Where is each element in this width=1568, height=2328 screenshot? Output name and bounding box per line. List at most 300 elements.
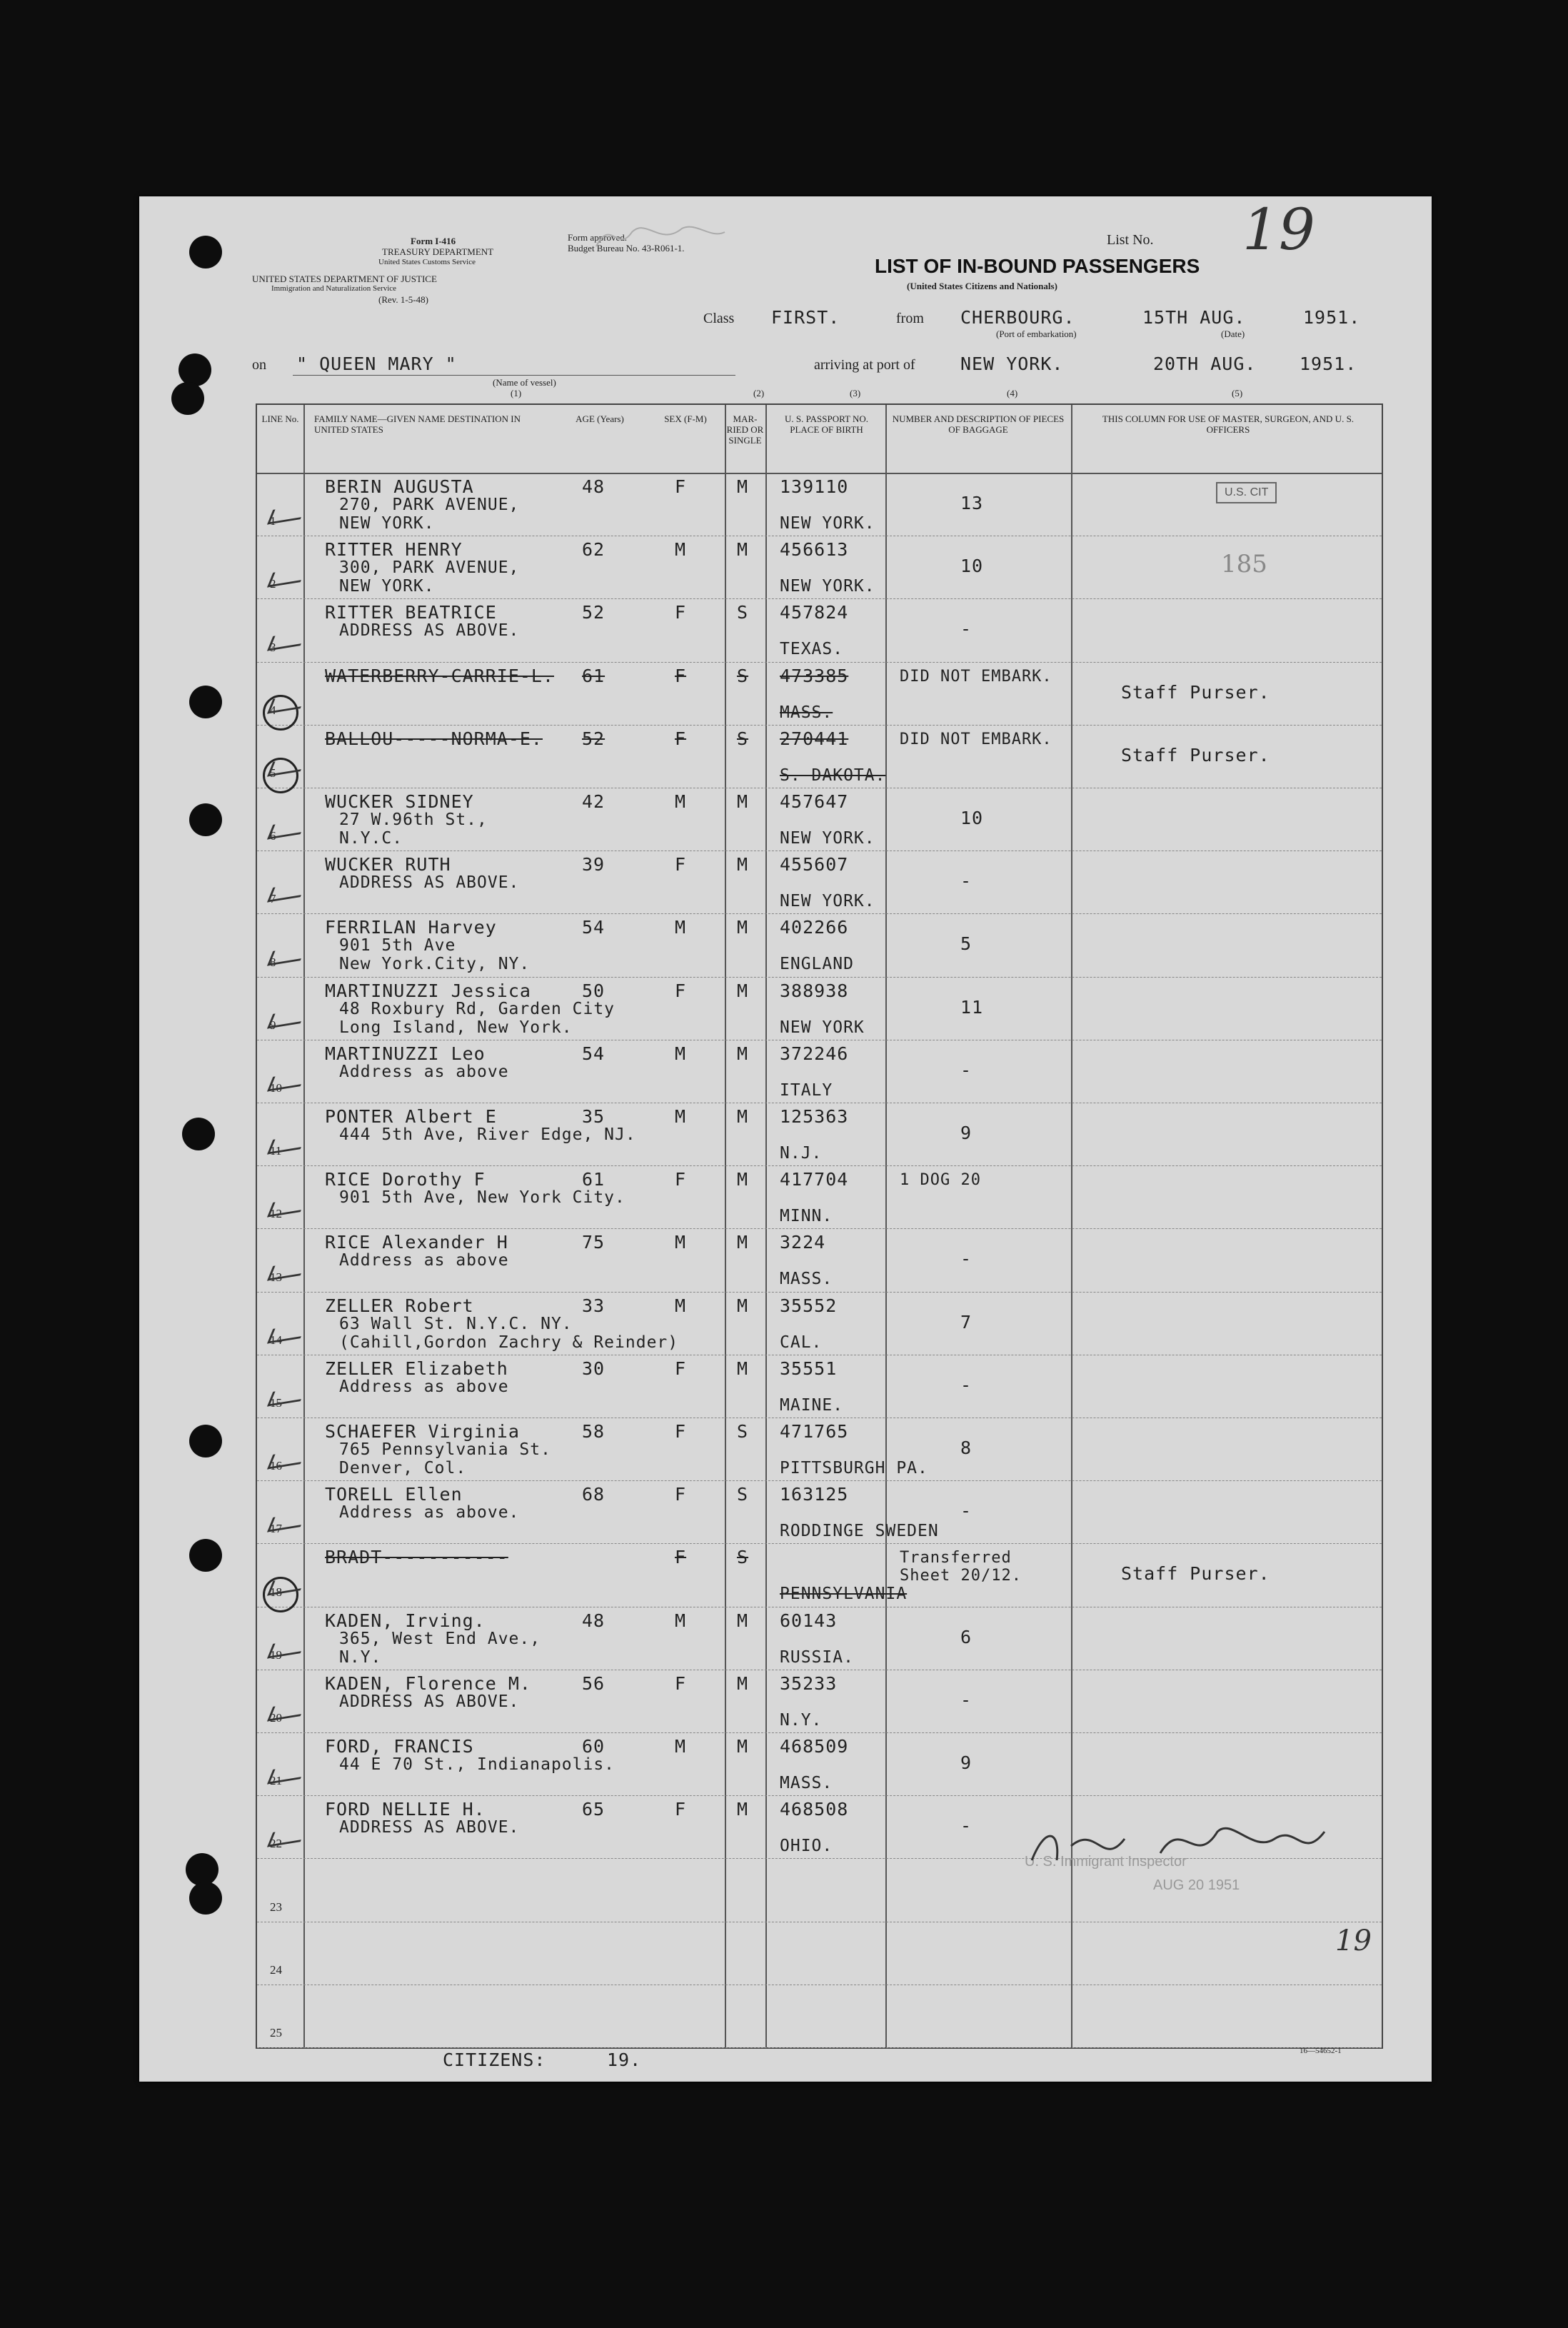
- row-divider: [257, 598, 1382, 599]
- passenger-name: KADEN, Irving.: [325, 1610, 486, 1631]
- passenger-age: 39: [582, 854, 605, 875]
- place-of-birth: RUSSIA.: [780, 1647, 854, 1667]
- passenger-table: [256, 403, 1383, 2049]
- baggage-count: 1 DOG 20: [900, 1171, 981, 1190]
- row-divider: [257, 725, 1382, 726]
- binder-hole: [171, 382, 204, 415]
- margin-number: 19: [1335, 1925, 1372, 1957]
- check-mark: [267, 945, 306, 965]
- passenger-name: BRADT-----------: [325, 1547, 508, 1568]
- class-label: Class: [703, 311, 735, 326]
- list-no-label: List No.: [1107, 232, 1154, 248]
- dept-justice: UNITED STATES DEPARTMENT OF JUSTICE: [252, 274, 437, 284]
- passenger-name: RITTER BEATRICE: [325, 602, 497, 623]
- line-number: 25: [270, 2026, 282, 2039]
- passenger-address: N.Y.: [339, 1647, 382, 1667]
- check-mark: [267, 820, 306, 840]
- place-of-birth: CAL.: [780, 1333, 823, 1352]
- passport-number: 270441: [780, 728, 849, 749]
- passenger-age: 50: [582, 980, 605, 1001]
- baggage-count: Transferred Sheet 20/12.: [900, 1549, 1022, 1585]
- line-number: 12: [270, 1207, 282, 1221]
- marital-status: S: [737, 602, 749, 623]
- place-of-birth: NEW YORK.: [780, 892, 875, 911]
- binder-hole: [189, 803, 222, 836]
- place-of-birth: NEW YORK.: [780, 577, 875, 596]
- passenger-name: FORD NELLIE H.: [325, 1799, 486, 1820]
- class-value: FIRST.: [771, 307, 840, 328]
- form-code: 16—54652-1: [1300, 2047, 1342, 2055]
- passenger-sex: F: [675, 476, 687, 497]
- passport-number: 471765: [780, 1421, 849, 1442]
- passenger-name: TORELL Ellen: [325, 1484, 463, 1505]
- place-of-birth: ITALY: [780, 1080, 833, 1100]
- place-of-birth: N.J.: [780, 1144, 823, 1163]
- check-mark: [267, 1638, 306, 1658]
- marital-status: M: [737, 1799, 749, 1820]
- passenger-address: 365, West End Ave.,: [339, 1629, 541, 1648]
- passport-number: 468508: [780, 1799, 849, 1820]
- passport-number: 457824: [780, 602, 849, 623]
- check-mark: [267, 1765, 306, 1785]
- baggage-count: -: [960, 1500, 973, 1522]
- place-of-birth: N.Y.: [780, 1710, 823, 1730]
- passenger-address: 765 Pennsylvania St.: [339, 1440, 551, 1459]
- passenger-address: 270, PARK AVENUE,: [339, 496, 520, 514]
- passenger-sex: F: [675, 854, 687, 875]
- check-mark: [267, 1008, 306, 1028]
- line-number: 22: [270, 1837, 282, 1851]
- place-of-birth: NEW YORK.: [780, 829, 875, 848]
- arrival-year: 1951.: [1300, 353, 1357, 374]
- passenger-sex: F: [675, 602, 687, 623]
- dept-customs: United States Customs Service: [378, 258, 476, 266]
- passenger-address: 48 Roxbury Rd, Garden City: [339, 999, 615, 1018]
- row-divider: [257, 662, 1382, 663]
- check-mark: [267, 1323, 306, 1343]
- check-mark: [267, 568, 306, 588]
- passenger-sex: F: [675, 1799, 687, 1820]
- place-of-birth: MASS.: [780, 1774, 833, 1792]
- baggage-count: DID NOT EMBARK.: [900, 667, 1052, 686]
- col5-number: (5): [1232, 388, 1243, 398]
- check-mark: [267, 1701, 306, 1721]
- vessel-name: " QUEEN MARY ": [296, 353, 457, 374]
- row-divider: [257, 1795, 1382, 1796]
- place-of-birth: TEXAS.: [780, 640, 844, 659]
- passenger-address: 444 5th Ave, River Edge, NJ.: [339, 1125, 636, 1144]
- marital-status: M: [737, 1610, 749, 1631]
- baggage-count: 10: [960, 808, 984, 828]
- baggage-count: DID NOT EMBARK.: [900, 730, 1052, 748]
- row-divider: [257, 1732, 1382, 1733]
- passenger-name: MARTINUZZI Leo: [325, 1043, 486, 1064]
- binder-hole: [189, 1425, 222, 1457]
- place-of-birth: OHIO.: [780, 1837, 833, 1856]
- binder-hole: [189, 1882, 222, 1915]
- citizens-label: CITIZENS:: [443, 2049, 546, 2070]
- row-divider: [257, 913, 1382, 914]
- row-divider: [257, 2047, 1382, 2048]
- passenger-age: 65: [582, 1799, 605, 1820]
- place-of-birth: MASS.: [780, 1270, 833, 1289]
- col-divider: [303, 405, 305, 2047]
- row-divider: [257, 1165, 1382, 1166]
- col-header-age: AGE (Years): [576, 413, 624, 424]
- passenger-address: 300, PARK AVENUE,: [339, 558, 520, 578]
- line-number: 24: [270, 1962, 282, 1977]
- check-mark: [267, 1198, 306, 1218]
- passenger-age: 48: [582, 476, 605, 497]
- passenger-age: 58: [582, 1421, 605, 1442]
- dept-treasury: TREASURY DEPARTMENT: [382, 246, 494, 257]
- col2-number: (2): [753, 388, 765, 398]
- passport-number: 417704: [780, 1169, 849, 1190]
- row-divider: [257, 977, 1382, 978]
- page-subtitle: (United States Citizens and Nationals): [907, 281, 1057, 291]
- passport-number: 468509: [780, 1736, 849, 1757]
- passenger-name: RITTER HENRY: [325, 539, 463, 561]
- passenger-address: 27 W.96th St.,: [339, 811, 488, 829]
- place-of-birth: ENGLAND: [780, 955, 854, 974]
- line-number: 8: [270, 955, 276, 969]
- port-caption: (Port of embarkation): [996, 328, 1077, 339]
- col-header-sex: SEX (F-M): [664, 413, 707, 424]
- marital-status: M: [737, 1672, 749, 1694]
- passenger-name: BALLOU-----NORMA-E.: [325, 728, 543, 749]
- passenger-address: Address as above: [339, 1377, 509, 1396]
- officer-note: Staff Purser.: [1121, 744, 1270, 766]
- passenger-address: Address as above.: [339, 1503, 520, 1522]
- line-number: 15: [270, 1396, 282, 1410]
- passenger-name: MARTINUZZI Jessica: [325, 980, 531, 1001]
- baggage-count: -: [960, 1815, 973, 1837]
- passenger-name: RICE Dorothy F: [325, 1169, 486, 1190]
- marital-status: M: [737, 791, 749, 812]
- col-divider: [1071, 405, 1072, 2047]
- passenger-age: 54: [582, 1043, 605, 1064]
- passenger-sex: F: [675, 1547, 687, 1568]
- baggage-count: 9: [960, 1752, 973, 1773]
- row-divider: [257, 1480, 1382, 1481]
- baggage-count: 5: [960, 933, 973, 955]
- col-header-name: FAMILY NAME—GIVEN NAME DESTINATION IN UNITED STATES: [314, 413, 521, 435]
- line-number: 11: [270, 1144, 282, 1158]
- passenger-name: KADEN, Florence M.: [325, 1672, 531, 1694]
- passenger-sex: M: [675, 917, 687, 938]
- baggage-count: 8: [960, 1438, 973, 1458]
- marital-status: M: [737, 539, 749, 561]
- passport-number: 388938: [780, 980, 849, 1001]
- passenger-age: 56: [582, 1672, 605, 1694]
- passenger-address: NEW YORK.: [339, 577, 435, 596]
- col-header-line: LINE No.: [261, 413, 299, 424]
- baggage-count: 10: [960, 556, 984, 577]
- vessel-underline: [293, 375, 735, 376]
- col-header-passport: U. S. PASSPORT NO. PLACE OF BIRTH: [785, 413, 868, 435]
- passenger-age: 68: [582, 1484, 605, 1505]
- passenger-address: N.Y.C.: [339, 829, 403, 848]
- binder-hole: [186, 1853, 218, 1886]
- row-divider: [257, 1292, 1382, 1293]
- passenger-address: (Cahill,Gordon Zachry & Reinder): [339, 1333, 679, 1352]
- pencil-mark: [589, 211, 732, 268]
- passenger-name: SCHAEFER Virginia: [325, 1421, 520, 1442]
- passenger-address: New York.City, NY.: [339, 955, 531, 974]
- passenger-list-sheet: [139, 196, 1432, 2082]
- passenger-address: Long Island, New York.: [339, 1018, 573, 1037]
- marital-status: M: [737, 1169, 749, 1190]
- passenger-address: Denver, Col.: [339, 1459, 467, 1477]
- place-of-birth: MINN.: [780, 1207, 833, 1226]
- marital-status: M: [737, 1358, 749, 1379]
- baggage-count: 11: [960, 996, 984, 1018]
- passenger-address: Address as above: [339, 1251, 509, 1270]
- marital-status: M: [737, 980, 749, 1001]
- dept-immigration: Immigration and Naturalization Service: [271, 284, 397, 293]
- passenger-name: WUCKER SIDNEY: [325, 791, 474, 812]
- arrival-port: NEW YORK.: [960, 353, 1064, 374]
- officer-note: Staff Purser.: [1121, 681, 1270, 703]
- marital-status: S: [737, 665, 749, 686]
- arriving-label: arriving at port of: [814, 357, 915, 373]
- binder-hole: [182, 1118, 215, 1150]
- passenger-age: 33: [582, 1295, 605, 1316]
- place-of-birth: S. DAKOTA.: [780, 766, 886, 785]
- form-revision: (Rev. 1-5-48): [378, 294, 428, 305]
- inspector-stamp: U. S. Immigrant Inspector: [1025, 1854, 1187, 1870]
- on-label: on: [252, 357, 266, 373]
- passport-number: 139110: [780, 476, 849, 497]
- line-number: 3: [270, 640, 276, 654]
- place-of-birth: NEW YORK: [780, 1018, 865, 1037]
- line-number: 13: [270, 1270, 282, 1284]
- page-title: LIST OF IN-BOUND PASSENGERS: [875, 255, 1200, 277]
- list-no-value: 19: [1242, 196, 1315, 263]
- line-number: 16: [270, 1459, 282, 1473]
- col-divider: [725, 405, 726, 2047]
- baggage-count: -: [960, 1374, 973, 1395]
- check-mark: [267, 1071, 306, 1091]
- col-header-officers: THIS COLUMN FOR USE OF MASTER, SURGEON, AND U. S. OFFICERS: [1102, 413, 1355, 435]
- passenger-sex: F: [675, 665, 687, 686]
- passenger-name: PONTER Albert E: [325, 1106, 497, 1127]
- officer-note: Staff Purser.: [1121, 1563, 1270, 1585]
- baggage-count: -: [960, 871, 973, 892]
- baggage-count: 13: [960, 493, 984, 513]
- passenger-address: 901 5th Ave: [339, 936, 456, 955]
- passenger-sex: F: [675, 1421, 687, 1442]
- place-of-birth: MASS.: [780, 703, 833, 722]
- baggage-count: -: [960, 1689, 973, 1710]
- passenger-age: 75: [582, 1232, 605, 1253]
- passenger-sex: M: [675, 1043, 687, 1064]
- us-cit-stamp: U.S. CIT: [1216, 482, 1277, 503]
- passenger-name: BERIN AUGUSTA: [325, 476, 474, 497]
- stamp-number: 185: [1221, 550, 1267, 578]
- line-number: 19: [270, 1647, 282, 1662]
- passenger-age: 52: [582, 602, 605, 623]
- form-number: Form I-416: [411, 236, 456, 246]
- baggage-count: -: [960, 1059, 973, 1080]
- line-number: 20: [270, 1711, 282, 1725]
- passport-number: 372246: [780, 1043, 849, 1064]
- check-mark: [267, 631, 306, 651]
- passenger-sex: F: [675, 1169, 687, 1190]
- passport-number: 402266: [780, 917, 849, 938]
- passenger-name: ZELLER Robert: [325, 1295, 474, 1316]
- col1-number: (1): [511, 388, 522, 398]
- line-number: 17: [270, 1522, 282, 1536]
- line-number: 18: [270, 1585, 282, 1599]
- line-number: 14: [270, 1333, 282, 1347]
- date-caption: (Date): [1221, 328, 1245, 339]
- passport-number: 35551: [780, 1358, 838, 1379]
- passenger-address: NEW YORK.: [339, 514, 435, 533]
- binder-hole: [189, 686, 222, 718]
- budget-bureau: Budget Bureau No. 43-R061-1.: [568, 243, 685, 254]
- passenger-address: 44 E 70 St., Indianapolis.: [339, 1755, 615, 1774]
- passenger-sex: M: [675, 1610, 687, 1631]
- line-number: 7: [270, 892, 276, 906]
- line-number: 5: [270, 766, 276, 780]
- line-number: 21: [270, 1774, 282, 1788]
- passport-number: 35233: [780, 1672, 838, 1694]
- passport-number: 473385: [780, 665, 849, 686]
- form-approved: Form approved.: [568, 232, 628, 243]
- check-mark: [267, 1135, 306, 1155]
- passport-number: 35552: [780, 1295, 838, 1316]
- marital-status: S: [737, 1484, 749, 1505]
- passenger-name: WUCKER RUTH: [325, 854, 451, 875]
- line-number: 10: [270, 1081, 282, 1095]
- line-number: 2: [270, 577, 276, 591]
- col-divider: [765, 405, 767, 2047]
- row-divider: [257, 1543, 1382, 1544]
- depart-date: 15TH AUG.: [1142, 307, 1246, 328]
- col4-number: (4): [1007, 388, 1018, 398]
- embark-port: CHERBOURG.: [960, 307, 1075, 328]
- binder-hole: [189, 236, 222, 269]
- passenger-age: 54: [582, 917, 605, 938]
- col-header-married: MAR-RIED OR SINGLE: [726, 413, 764, 446]
- marital-status: S: [737, 728, 749, 749]
- passenger-sex: F: [675, 728, 687, 749]
- passenger-address: 63 Wall St. N.Y.C. NY.: [339, 1314, 573, 1333]
- marital-status: S: [737, 1547, 749, 1568]
- passenger-age: 48: [582, 1610, 605, 1631]
- passenger-age: 30: [582, 1358, 605, 1379]
- passenger-name: RICE Alexander H: [325, 1232, 508, 1253]
- passenger-age: 61: [582, 1169, 605, 1190]
- baggage-count: -: [960, 618, 973, 640]
- check-mark: [267, 505, 306, 525]
- passenger-address: Address as above: [339, 1062, 509, 1081]
- check-mark: [267, 1450, 306, 1470]
- binder-hole: [189, 1539, 222, 1572]
- header-rule: [257, 473, 1382, 474]
- line-number: 6: [270, 829, 276, 843]
- binder-hole: [179, 353, 211, 386]
- vessel-caption: (Name of vessel): [493, 377, 556, 388]
- passenger-address: ADDRESS AS ABOVE.: [339, 1818, 520, 1837]
- marital-status: M: [737, 854, 749, 875]
- passenger-age: 35: [582, 1106, 605, 1127]
- passport-number: 456613: [780, 539, 849, 561]
- col-divider: [885, 405, 887, 2047]
- passport-number: 3224: [780, 1232, 826, 1253]
- marital-status: M: [737, 1106, 749, 1127]
- place-of-birth: RODDINGE SWEDEN: [780, 1522, 939, 1541]
- place-of-birth: NEW YORK.: [780, 514, 875, 533]
- passenger-sex: M: [675, 1295, 687, 1316]
- line-number: 4: [270, 703, 276, 717]
- passenger-address: ADDRESS AS ABOVE.: [339, 621, 520, 641]
- passport-number: 163125: [780, 1484, 849, 1505]
- marital-status: M: [737, 476, 749, 497]
- baggage-count: 9: [960, 1123, 973, 1143]
- baggage-count: -: [960, 1248, 973, 1270]
- line-number: 23: [270, 1900, 282, 1914]
- marital-status: M: [737, 1232, 749, 1253]
- passport-number: 60143: [780, 1610, 838, 1631]
- passenger-name: FORD, FRANCIS: [325, 1736, 474, 1757]
- passenger-sex: F: [675, 1672, 687, 1694]
- baggage-count: 7: [960, 1311, 973, 1333]
- passenger-name: FERRILAN Harvey: [325, 917, 497, 938]
- citizens-count: 19.: [607, 2049, 642, 2070]
- passenger-sex: F: [675, 980, 687, 1001]
- inspector-signature: [1017, 1810, 1374, 1893]
- marital-status: M: [737, 917, 749, 938]
- passenger-name: WATERBERRY-CARRIE-L.: [325, 665, 555, 686]
- passenger-sex: M: [675, 1232, 687, 1253]
- check-mark: [267, 883, 306, 903]
- passport-number: 125363: [780, 1106, 849, 1127]
- passenger-age: 42: [582, 791, 605, 812]
- passenger-sex: F: [675, 1484, 687, 1505]
- from-label: from: [896, 311, 924, 326]
- passenger-address: 901 5th Ave, New York City.: [339, 1188, 625, 1208]
- marital-status: M: [737, 1736, 749, 1757]
- place-of-birth: PITTSBURGH PA.: [780, 1459, 928, 1477]
- baggage-count: 6: [960, 1626, 973, 1647]
- passenger-sex: M: [675, 791, 687, 812]
- passenger-age: 61: [582, 665, 605, 686]
- marital-status: M: [737, 1043, 749, 1064]
- place-of-birth: PENNSYLVANIA: [780, 1585, 908, 1604]
- check-mark: [267, 1260, 306, 1280]
- row-divider: [257, 1228, 1382, 1229]
- passenger-sex: M: [675, 1106, 687, 1127]
- place-of-birth: MAINE.: [780, 1395, 844, 1415]
- col-header-baggage: NUMBER AND DESCRIPTION OF PIECES OF BAGGAGE: [892, 413, 1065, 435]
- passenger-sex: F: [675, 1358, 687, 1379]
- check-mark: [267, 1386, 306, 1406]
- check-mark: [267, 1827, 306, 1847]
- passenger-age: 60: [582, 1736, 605, 1757]
- inspector-stamp-date: AUG 20 1951: [1153, 1877, 1240, 1893]
- arrival-date: 20TH AUG.: [1153, 353, 1257, 374]
- passenger-address: ADDRESS AS ABOVE.: [339, 873, 520, 893]
- passport-number: 455607: [780, 854, 849, 875]
- passenger-age: 52: [582, 728, 605, 749]
- passenger-name: ZELLER Elizabeth: [325, 1358, 508, 1379]
- line-number: 1: [270, 514, 276, 528]
- marital-status: S: [737, 1421, 749, 1442]
- passenger-age: 62: [582, 539, 605, 561]
- passenger-sex: M: [675, 1736, 687, 1757]
